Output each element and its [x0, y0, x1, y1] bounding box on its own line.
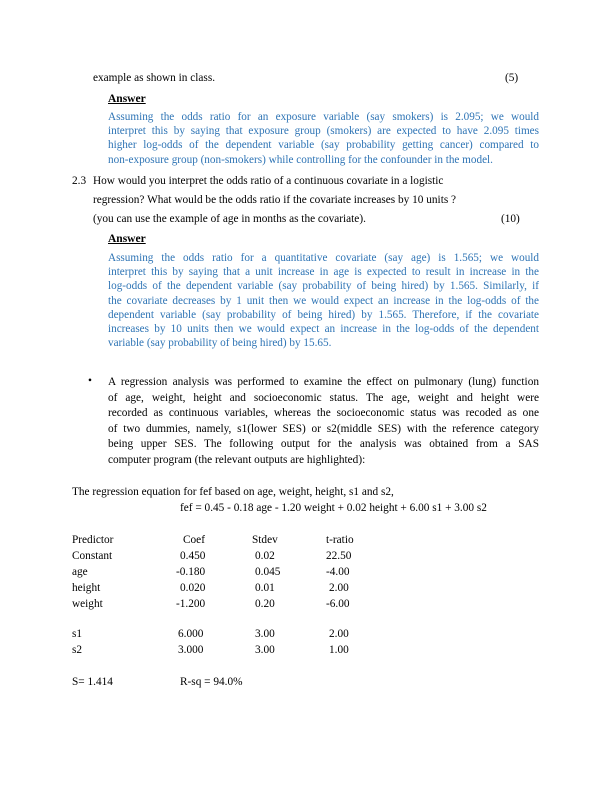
answer-heading: Answer	[108, 233, 146, 245]
bullet-line: recorded as continuous variables, whereas the socioeconomic status was recoded as one	[108, 407, 539, 420]
table-cell-tratio: 1.00	[329, 644, 349, 656]
table-cell-coef: 0.020	[180, 582, 206, 594]
answer-paragraph	[108, 251, 539, 350]
table-cell-predictor: weight	[72, 598, 103, 610]
bullet-paragraph	[108, 375, 539, 469]
question-line: (you can use the example of age in months as the covariate).	[93, 213, 366, 225]
table-cell-coef: -1.200	[176, 598, 206, 610]
table-cell-predictor: height	[72, 582, 101, 594]
answer-line: interpret this by saying that a unit increase in age is expected to result in increase in the	[108, 266, 539, 279]
question-line: regression? What would be the odds ratio if the covariate increases by 10 units ?	[93, 194, 457, 206]
table-cell-stdev: 0.02	[255, 550, 275, 562]
table-cell-predictor: s1	[72, 628, 83, 640]
answer-heading: Answer	[108, 93, 146, 105]
bullet-icon: •	[88, 375, 92, 387]
table-cell-predictor: s2	[72, 644, 83, 656]
answer-line: Assuming the odds ratio for an exposure variable (say smokers) is 2.095; we would	[108, 111, 539, 123]
table-cell-coef: 6.000	[178, 628, 204, 640]
table-cell-coef: 0.450	[180, 550, 206, 562]
r-squared-value: R-sq = 94.0%	[180, 676, 243, 688]
table-cell-stdev: 0.20	[255, 598, 275, 610]
table-cell-coef: -0.180	[176, 566, 206, 578]
table-cell-coef: 3.000	[178, 644, 204, 656]
answer-line: log-odds of the dependent variable (say probability of being hired) by 1.565. Similarly, if	[108, 280, 539, 293]
table-cell-stdev: 3.00	[255, 644, 275, 656]
table-cell-tratio: 2.00	[329, 628, 349, 640]
answer-line: increases by 10 units then we would expect an increase in the log-odds of the dependent	[108, 323, 539, 336]
table-cell-tratio: 2.00	[329, 582, 349, 594]
table-cell-stdev: 3.00	[255, 628, 275, 640]
table-cell-stdev: 0.045	[255, 566, 281, 578]
regression-intro: The regression equation for fef based on age, weight, height, s1 and s2,	[72, 486, 394, 498]
question-marks: (10)	[501, 213, 520, 225]
regression-equation: fef = 0.45 - 0.18 age - 1.20 weight + 0.02 height + 6.00 s1 + 3.00 s2	[180, 502, 487, 514]
table-cell-stdev: 0.01	[255, 582, 275, 594]
table-cell-tratio: -4.00	[326, 566, 350, 578]
answer-line: dependent variable (say probability of being hired) by 1.565. Therefore, if the covariate	[108, 308, 539, 321]
answer-line: Assuming the odds ratio for a quantitative covariate (say age) is 1.565; we would	[108, 252, 539, 264]
table-header-stdev: Stdev	[252, 534, 278, 546]
table-header-tratio: t-ratio	[326, 534, 354, 546]
table-header-coef: Coef	[183, 534, 205, 546]
table-cell-tratio: 22.50	[326, 550, 352, 562]
answer-paragraph	[108, 110, 539, 167]
bullet-line: computer program (the relevant outputs are highlighted):	[108, 453, 366, 466]
question-number: 2.3	[72, 175, 87, 187]
bullet-line: of age, weight, height and socioeconomic status. The age, weight and height were	[108, 391, 539, 404]
answer-line: the covariate decreases by 1 unit then we would expect an increase in the log-odds of the	[108, 294, 539, 307]
answer-line: non-exposure group (non-smokers) while controlling for the confounder in the model.	[108, 153, 493, 166]
bullet-line: being upper SES. The following output for the analysis was obtained from a SAS	[108, 438, 539, 451]
table-cell-predictor: age	[72, 566, 88, 578]
answer-line: higher log-odds of the dependent variable (say probability getting cancer) compared to	[108, 139, 539, 152]
question-continuation: example as shown in class.	[93, 72, 216, 84]
bullet-line: of two dummies, namely, s1(lower SES) or s2(middle SES) with the reference category	[108, 422, 539, 435]
table-header-predictor: Predictor	[72, 534, 114, 546]
question-line: How would you interpret the odds ratio of a continuous covariate in a logistic	[93, 175, 444, 187]
answer-line: interpret this by saying that exposure group (smokers) are expected to have 2.095 times	[108, 125, 539, 138]
question-marks: (5)	[505, 72, 519, 84]
table-cell-tratio: -6.00	[326, 598, 350, 610]
table-cell-predictor: Constant	[72, 550, 113, 562]
std-error-value: S= 1.414	[72, 676, 113, 688]
answer-line: variable (say probability of being hired) by 15.65.	[108, 337, 332, 350]
bullet-line: A regression analysis was performed to examine the effect on pulmonary (lung) function	[108, 376, 539, 388]
